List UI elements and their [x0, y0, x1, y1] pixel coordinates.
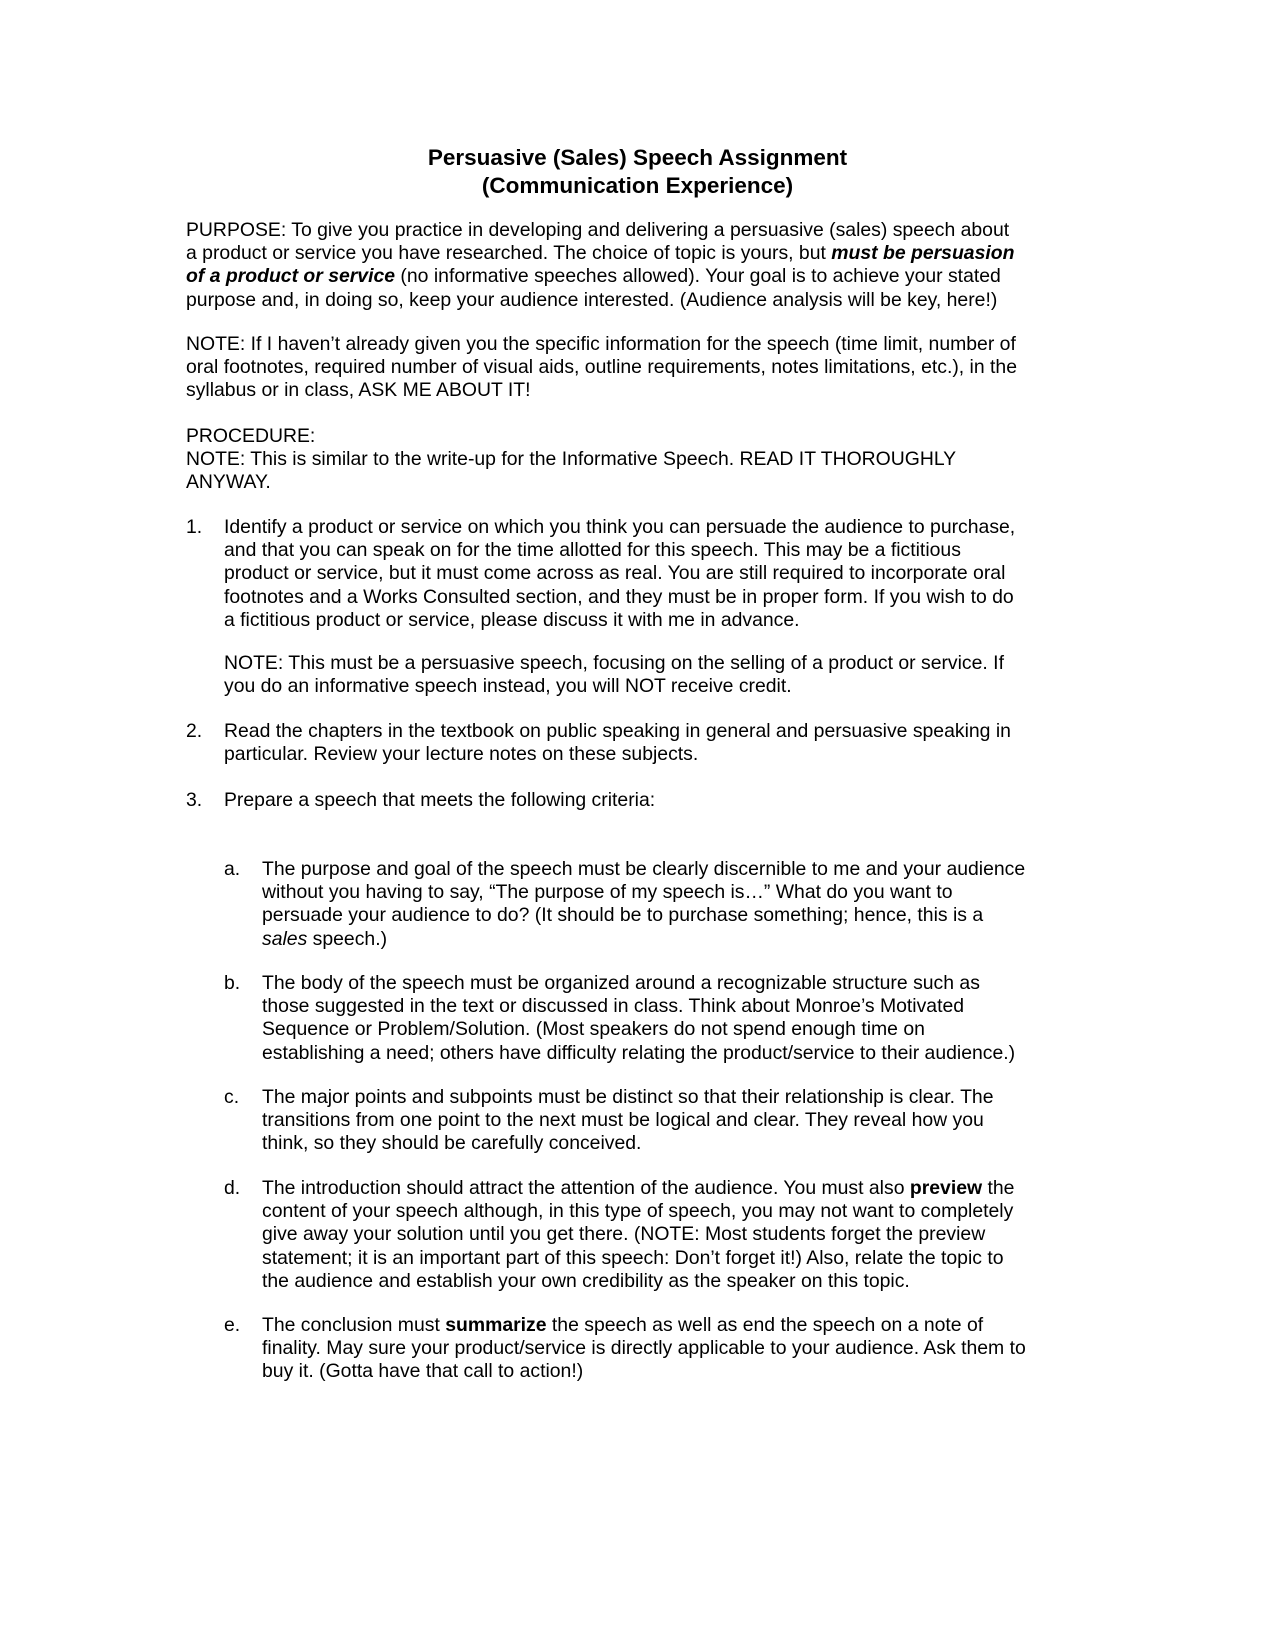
criterion-italic: sales	[262, 927, 308, 950]
note-line: NOTE: If I haven’t already given you the specific information for the speech (time limit, number of	[186, 333, 1016, 355]
criterion-line: Sequence or Problem/Solution. (Most speakers do not spend enough time on	[262, 1018, 925, 1041]
step-line: particular. Review your lecture notes on these subjects.	[224, 743, 699, 766]
step-item	[186, 789, 1066, 815]
criterion-line: buy it. (Gotta have that call to action!)	[262, 1360, 584, 1383]
criterion-text-run: speech.)	[307, 927, 388, 950]
criterion-line: The purpose and goal of the speech must be clearly discernible to me and your audience	[262, 858, 1026, 880]
criterion-line: the audience and establish your own credibility as the speaker on this topic.	[262, 1269, 910, 1292]
criterion-line: give away your solution until you get there. (NOTE: Most students forget the preview	[262, 1223, 986, 1246]
step-line: Prepare a speech that meets the following criteria:	[224, 789, 656, 811]
criterion-line	[262, 1314, 1026, 1337]
purpose-line: PURPOSE: To give you practice in developing and delivering a persuasive (sales) speech about	[186, 219, 1010, 241]
criterion-letter: e.	[224, 1314, 241, 1336]
step-note-line: you do an informative speech instead, you will NOT receive credit.	[224, 675, 792, 698]
criterion-line: The major points and subpoints must be distinct so that their relationship is clear. The	[262, 1086, 994, 1108]
purpose-text: a product or service you have researched. The choice of topic is yours, but	[186, 242, 832, 265]
step-note-text	[224, 652, 1004, 698]
purpose-paragraph	[186, 219, 1086, 312]
criterion-text	[262, 972, 1015, 1065]
step-note-line: NOTE: This must be a persuasive speech, focusing on the selling of a product or service. If	[224, 652, 1004, 674]
criterion-letter: c.	[224, 1086, 240, 1108]
step-line: Identify a product or service on which you think you can persuade the audience to purchase,	[224, 516, 1016, 538]
purpose-emphasis: must be persuasion	[831, 242, 1015, 265]
note-line: oral footnotes, required number of visual aids, outline requirements, notes limitations, etc.), in the	[186, 356, 1017, 379]
criterion-letter: d.	[224, 1177, 241, 1199]
criterion-text	[262, 858, 1025, 951]
step-line: Read the chapters in the textbook on public speaking in general and persuasive speaking in	[224, 720, 1011, 742]
step-text	[224, 720, 1011, 766]
criterion-line: without you having to say, “The purpose of my speech is…” What do you want to	[262, 881, 953, 904]
title-line-2: (Communication Experience)	[481, 173, 794, 198]
criterion-line: The body of the speech must be organized around a recognizable structure such as	[262, 972, 980, 994]
criterion-text	[262, 1086, 994, 1156]
step-number: 2.	[186, 720, 203, 742]
step-line: footnotes and a Works Consulted section, and they must be in proper form. If you wish to do	[224, 585, 1014, 608]
step-text	[224, 516, 1015, 632]
step-number: 3.	[186, 789, 203, 811]
criterion-line: those suggested in the text or discussed in class. Think about Monroe’s Motivated	[262, 995, 965, 1018]
criterion-text-run: The conclusion must	[262, 1314, 446, 1336]
criterion-line: statement; it is an important part of this speech: Don’t forget it!) Also, relate the topic to	[262, 1246, 1004, 1269]
procedure-note-line: ANYWAY.	[186, 471, 271, 494]
step-line: product or service, but it must come across as real. You are still required to incorporate oral	[224, 562, 1006, 585]
procedure-note-line: NOTE: This is similar to the write-up for the Informative Speech. READ IT THOROUGHLY	[186, 448, 957, 471]
criterion-text	[262, 1177, 1014, 1293]
criterion-text-run: The introduction should attract the attention of the audience. You must also	[262, 1177, 910, 1199]
criterion-text-run: the	[982, 1177, 1015, 1199]
criterion-line: transitions from one point to the next must be logical and clear. They reveal how you	[262, 1109, 984, 1132]
step-note	[224, 652, 1074, 702]
criterion-line	[262, 1177, 1014, 1200]
criterion-letter: a.	[224, 858, 241, 880]
purpose-line	[186, 242, 1086, 265]
criterion-text	[262, 1314, 1026, 1384]
criterion-item	[224, 858, 1084, 954]
criterion-item	[224, 1314, 1084, 1386]
criterion-item	[224, 1177, 1084, 1297]
criterion-line: finality. May sure your product/service is directly applicable to your audience. Ask them to	[262, 1337, 1026, 1360]
step-item	[186, 720, 1066, 770]
criterion-letter: b.	[224, 972, 241, 994]
note-line: syllabus or in class, ASK ME ABOUT IT!	[186, 379, 531, 402]
criterion-line	[262, 928, 1025, 951]
criterion-text-run: the speech as well as end the speech on a note of	[546, 1314, 984, 1336]
procedure-section	[186, 425, 1086, 495]
step-number: 1.	[186, 516, 203, 538]
purpose-emphasis: of a product or service	[186, 265, 396, 288]
criterion-item	[224, 972, 1084, 1068]
criterion-bold: summarize	[445, 1314, 547, 1336]
purpose-text: (no informative speeches allowed). Your goal is to achieve your stated	[395, 265, 1001, 288]
purpose-line	[186, 265, 1086, 288]
criterion-line: establishing a need; others have difficulty relating the product/service to their audience.)	[262, 1041, 1016, 1064]
title-line-1: Persuasive (Sales) Speech Assignment	[427, 145, 848, 170]
step-line: and that you can speak on for the time allotted for this speech. This may be a fictitious	[224, 539, 961, 562]
document-title	[0, 144, 1275, 200]
criterion-line: content of your speech although, in this type of speech, you may not want to completely	[262, 1200, 1014, 1223]
step-line: a fictitious product or service, please discuss it with me in advance.	[224, 608, 800, 631]
criterion-line: think, so they should be carefully conceived.	[262, 1132, 642, 1155]
note-paragraph	[186, 333, 1086, 403]
purpose-line: purpose and, in doing so, keep your audience interested. (Audience analysis will be key, here!)	[186, 288, 998, 311]
criterion-line: persuade your audience to do? (It should be to purchase something; hence, this is a	[262, 904, 984, 927]
procedure-heading: PROCEDURE:	[186, 425, 316, 447]
step-text	[224, 789, 655, 812]
step-item	[186, 516, 1066, 636]
criterion-bold: preview	[909, 1177, 983, 1199]
criterion-item	[224, 1086, 1084, 1158]
